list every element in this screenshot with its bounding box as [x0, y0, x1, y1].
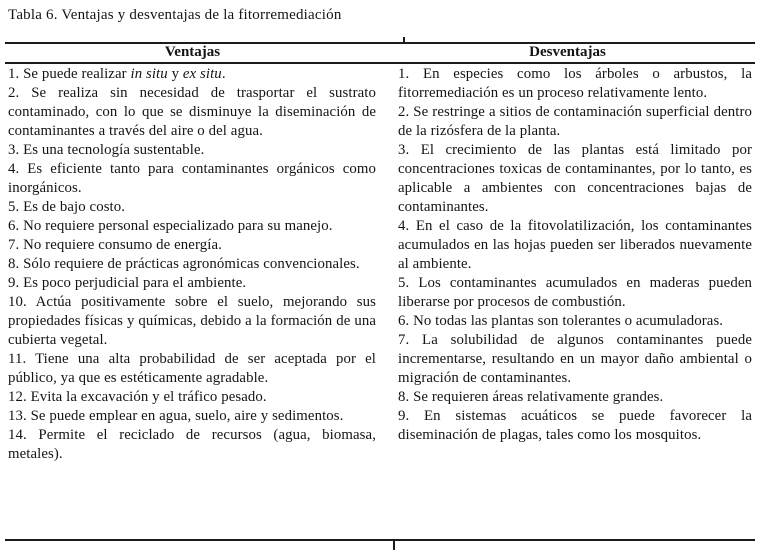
advantages-disadvantages-table	[5, 42, 755, 541]
table-item: 3. Es una tecnología sustentable.	[8, 142, 205, 158]
header-ventajas: Ventajas	[164, 44, 221, 60]
desventajas-cell	[383, 64, 755, 539]
table-item: 13. Se puede emplear en agua, suelo, aire y sedimentos.	[8, 408, 344, 424]
table-item: 5. Es de bajo costo.	[8, 199, 126, 215]
table-body-row	[5, 64, 755, 539]
table-item: 11. Tiene una alta probabilidad de ser aceptada por el público, ya que es estéticamente agradable.	[8, 351, 376, 386]
table-item: 7. La solubilidad de algunos contaminantes puede incrementarse, resultando en un mayor daño ambiental o migración de contaminantes.	[398, 332, 752, 386]
table-item: 2. Se restringe a sitios de contaminación superficial dentro de la rizósfera de la planta.	[398, 104, 752, 139]
column-divider-tick-top	[403, 37, 405, 43]
table-item: 4. En el caso de la fitovolatilización, los contaminantes acumulados en las hojas pueden ser liberados nuevamente al ambiente.	[398, 218, 752, 272]
table-item: 8. Se requieren áreas relativamente grandes.	[398, 389, 664, 405]
table-item: 12. Evita la excavación y el tráfico pesado.	[8, 389, 267, 405]
table-item: 14. Permite el reciclado de recursos (agua, biomasa, metales).	[8, 427, 376, 462]
header-desventajas: Desventajas	[529, 44, 606, 60]
table-item: 9. Es poco perjudicial para el ambiente.	[8, 275, 247, 291]
table-item: 4. Es eficiente tanto para contaminantes orgánicos como inorgánicos.	[8, 161, 376, 196]
table-item: 6. No todas las plantas son tolerantes o acumuladoras.	[398, 313, 724, 329]
table-caption: Tabla 6. Ventajas y desventajas de la fitorremediación	[8, 7, 342, 23]
column-divider-tick-bottom	[393, 540, 395, 550]
table-item: 6. No requiere personal especializado para su manejo.	[8, 218, 333, 234]
table-item: 2. Se realiza sin necesidad de trasportar el sustrato contaminado, con lo que se disminuye la diseminación de contaminantes a través del aire o del agua.	[8, 85, 376, 139]
table-item: 5. Los contaminantes acumulados en maderas pueden liberarse por procesos de combustión.	[398, 275, 752, 310]
table-item: 10. Actúa positivamente sobre el suelo, mejorando sus propiedades físicas y químicas, debido a la formación de una cubierta vegetal.	[8, 294, 376, 348]
table-item: 3. El crecimiento de las plantas está limitado por concentraciones toxicas de contaminantes, por lo tanto, es aplicable a ambientes con concentraciones bajas de contaminantes.	[398, 142, 752, 215]
table-item: 9. En sistemas acuáticos se puede favorecer la diseminación de plagas, tales como los mosquitos.	[398, 408, 752, 443]
table-item: 1. Se puede realizar in situ y ex situ.	[8, 66, 226, 82]
ventajas-cell	[5, 64, 383, 539]
table-item: 7. No requiere consumo de energía.	[8, 237, 222, 253]
table-item: 8. Sólo requiere de prácticas agronómicas convencionales.	[8, 256, 360, 272]
table-header-row	[5, 44, 755, 64]
table-item: 1. En especies como los árboles o arbustos, la fitorremediación es un proceso relativamente lento.	[398, 66, 752, 101]
